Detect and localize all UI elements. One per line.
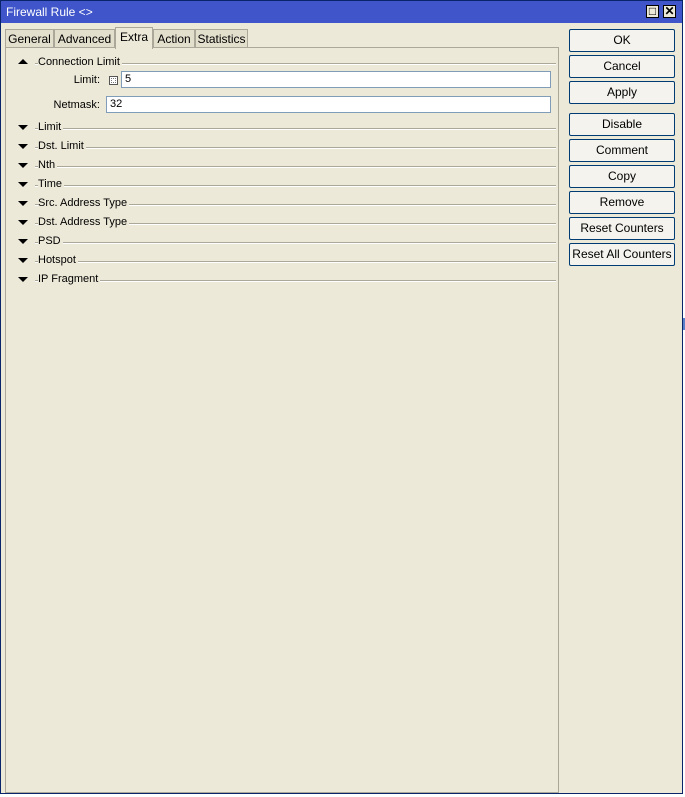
section-label: Dst. Limit: [38, 140, 84, 152]
cancel-button[interactable]: Cancel: [569, 55, 675, 78]
section-label: Time: [38, 178, 63, 190]
comment-button[interactable]: Comment: [569, 139, 675, 162]
section-divider: [35, 185, 556, 187]
expand-arrow-icon[interactable]: [18, 258, 28, 263]
collapse-arrow-icon[interactable]: [18, 59, 28, 64]
expand-arrow-icon[interactable]: [18, 201, 28, 206]
netmask-label: Netmask:: [53, 99, 100, 111]
tab-general[interactable]: General: [5, 29, 54, 48]
title-bar[interactable]: [1, 1, 682, 23]
section-dst-limit[interactable]: [15, 140, 556, 154]
section-divider: [35, 242, 556, 244]
tab-advanced[interactable]: Advanced: [54, 29, 115, 48]
window-title: Firewall Rule <>: [6, 5, 93, 19]
section-label: Limit: [38, 121, 62, 133]
copy-button[interactable]: Copy: [569, 165, 675, 188]
section-time[interactable]: [15, 178, 556, 192]
limit-label: Limit:: [73, 74, 100, 86]
section-divider: [35, 166, 556, 168]
expand-arrow-icon[interactable]: [18, 125, 28, 130]
expand-arrow-icon[interactable]: [18, 163, 28, 168]
tab-statistics[interactable]: Statistics: [195, 29, 248, 48]
section-label: Src. Address Type: [38, 197, 128, 209]
apply-button[interactable]: Apply: [569, 81, 675, 104]
section-label: Nth: [38, 159, 56, 171]
tab-action[interactable]: Action: [153, 29, 195, 48]
limit-not-checkbox[interactable]: [109, 76, 118, 85]
section-nth[interactable]: [15, 159, 556, 173]
section-hotspot[interactable]: [15, 254, 556, 268]
section-label: Connection Limit: [38, 56, 120, 68]
section-label: PSD: [38, 235, 61, 247]
tab-content-extra: [5, 47, 559, 793]
section-psd[interactable]: [15, 235, 556, 249]
section-label: IP Fragment: [38, 273, 99, 285]
close-button[interactable]: ✕: [664, 4, 675, 18]
section-ip-fragment[interactable]: [15, 273, 556, 287]
section-divider: [35, 280, 556, 282]
section-label: Hotspot: [38, 254, 76, 266]
expand-arrow-icon[interactable]: [18, 182, 28, 187]
section-src-address-type[interactable]: [15, 197, 556, 211]
expand-arrow-icon[interactable]: [18, 220, 28, 225]
remove-button[interactable]: Remove: [569, 191, 675, 214]
tab-extra[interactable]: Extra: [115, 27, 153, 49]
ok-button[interactable]: OK: [569, 29, 675, 52]
reset-all-counters-button[interactable]: Reset All Counters: [569, 243, 675, 266]
section-divider: [35, 261, 556, 263]
netmask-input[interactable]: 32: [106, 96, 551, 113]
reset-counters-button[interactable]: Reset Counters: [569, 217, 675, 240]
expand-arrow-icon[interactable]: [18, 239, 28, 244]
section-dst-address-type[interactable]: [15, 216, 556, 230]
section-label: Dst. Address Type: [38, 216, 128, 228]
section-connection-limit[interactable]: [15, 56, 556, 70]
expand-arrow-icon[interactable]: [18, 144, 28, 149]
section-divider: [35, 147, 556, 149]
section-divider: [35, 128, 556, 130]
disable-button[interactable]: Disable: [569, 113, 675, 136]
maximize-button[interactable]: □: [646, 5, 659, 18]
expand-arrow-icon[interactable]: [18, 277, 28, 282]
section-limit[interactable]: [15, 121, 556, 135]
limit-input[interactable]: 5: [121, 71, 551, 88]
